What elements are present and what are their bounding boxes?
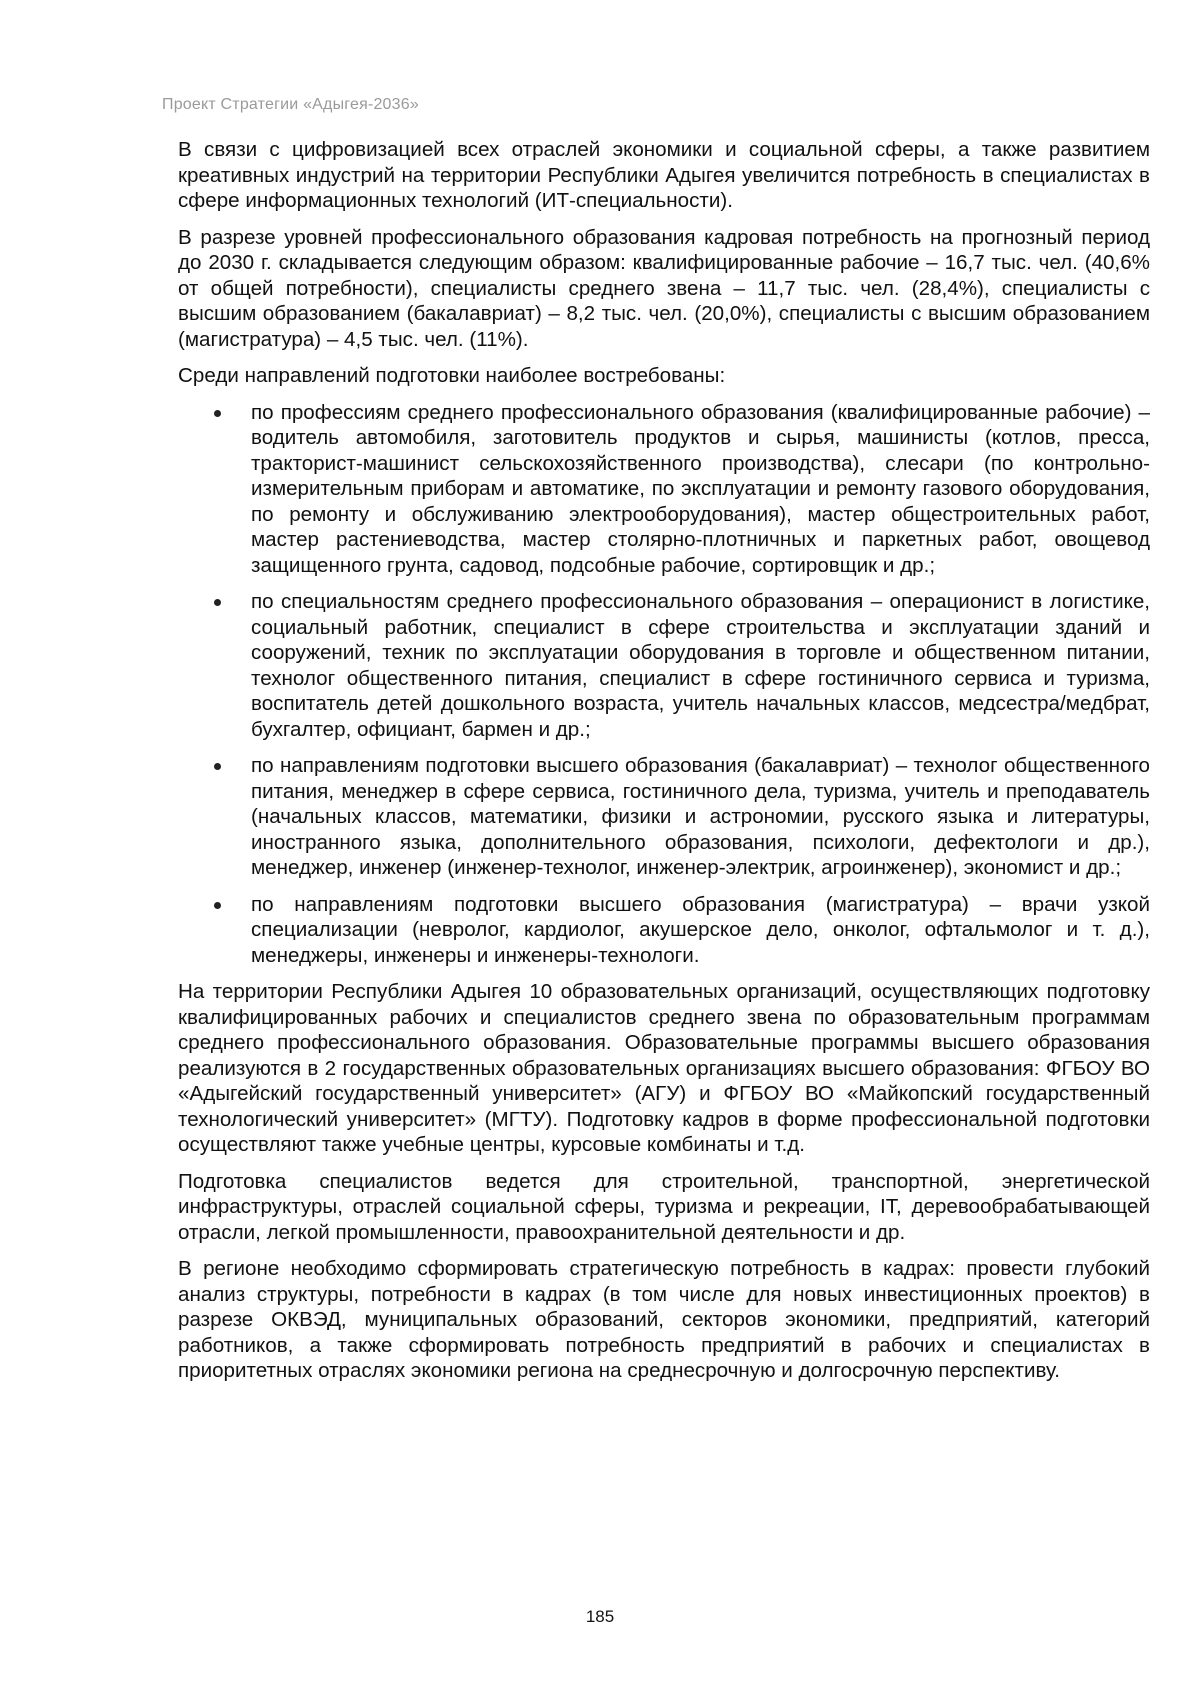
paragraph: Подготовка специалистов ведется для строительной, транспортной, энергетической инфраструктуры, отраслей социальной сферы, туризма и рекреации, IT, деревообрабатывающей отрасли, легкой промышленности, правоохранительной деятельности и др. (178, 1169, 1150, 1244)
paragraph: В связи с цифровизацией всех отраслей экономики и социальной сферы, а также развитием креативных индустрий на территории Республики Адыгея увеличится потребность в специалистах в сфере информационных технологий (ИТ-специальности). (178, 138, 1150, 212)
bullet-icon (214, 763, 221, 770)
list-item-text: по направлениям подготовки высшего образования (бакалавриат) – технолог общественного питания, менеджер в сфере сервиса, гостиничного дела, туризма, учитель и преподаватель (начальных классов, математики, физики и астрономии, русского языка и литературы, иностранного языка, дополнительного образования, психологи, дефектологи и др.), менеджер, инженер (инженер-технолог, инженер-электрик, агроинженер), экономист и др.; (251, 754, 1150, 879)
running-header: Проект Стратегии «Адыгея-2036» (162, 96, 419, 113)
list-item (178, 400, 1150, 579)
page-body (178, 137, 1150, 1395)
list-item-text: по направлениям подготовки высшего образования (магистратура) – врачи узкой специализации (невролог, кардиолог, акушерское дело, онколог, офтальмолог и т. д.), менеджеры, инженеры и инженеры-технологи. (251, 892, 1150, 967)
bullet-icon (214, 902, 221, 909)
paragraph: В регионе необходимо сформировать стратегическую потребность в кадрах: провести глубокий анализ структуры, потребности в кадрах (в том числе для новых инвестиционных проектов) в разрезе ОКВЭД, муниципальных образований, секторов экономики, предприятий, категорий работников, а также сформировать потребность предприятий в рабочих и специалистах в приоритетных отраслях экономики региона на среднесрочную и долгосрочную перспективу. (178, 1257, 1150, 1382)
paragraph: В разрезе уровней профессионального образования кадровая потребность на прогнозный период до 2030 г. складывается следующим образом: квалифицированные рабочие – 16,7 тыс. чел. (40,6% от общей потребности), специалисты среднего звена – 11,7 тыс. чел. (28,4%), специалисты с высшим образованием (бакалавриат) – 8,2 тыс. чел. (20,0%), специалисты с высшим образованием (магистратура) – 4,5 тыс. чел. (11%). (178, 225, 1150, 351)
list-item-text: по специальностям среднего профессионального образования – операционист в логистике, социальный работник, специалист в сфере строительства и эксплуатации зданий и сооружений, техник по эксплуатации оборудования в торговле и общественном питании, технолог общественного питания, специалист в сфере гостиничного сервиса и туризма, воспитатель детей дошкольного возраста, учитель начальных классов, медсестра/медбрат, бухгалтер, официант, бармен и др.; (251, 590, 1150, 741)
bullet-list (178, 400, 1150, 969)
bullet-icon (214, 599, 221, 606)
paragraph: На территории Республики Адыгея 10 образовательных организаций, осуществляющих подготовку квалифицированных рабочих и специалистов среднего звена по образовательным программам среднего профессионального образования. Образовательные программы высшего образования реализуются в 2 государственных образовательных организациях высшего образования: ФГБОУ ВО «Адыгейский государственный университет» (АГУ) и ФГБОУ ВО «Майкопский государственный технологический университет» (МГТУ). Подготовку кадров в форме профессиональной подготовки осуществляют также учебные центры, курсовые комбинаты и т.д. (178, 980, 1150, 1156)
list-item (178, 589, 1150, 742)
paragraph: Среди направлений подготовки наиболее востребованы: (178, 364, 726, 387)
list-item (178, 753, 1150, 881)
page-number: 185 (585, 1607, 615, 1626)
bullet-icon (214, 410, 221, 417)
list-item-text: по профессиям среднего профессионального образования (квалифицированные рабочие) – водитель автомобиля, заготовитель продуктов и сырья, машинисты (котлов, пресса, тракторист-машинист сельскохозяйственного производства), слесари (по контрольно-измерительным приборам и автоматике, по эксплуатации и ремонту газового оборудования, по ремонту и обслуживанию электрооборудования), мастер общестроительных работ, мастер растениеводства, мастер столярно-плотничных и паркетных работ, овощевод защищенного грунта, садовод, подсобные рабочие, сортировщик и др.; (251, 400, 1150, 577)
list-item (178, 892, 1150, 969)
